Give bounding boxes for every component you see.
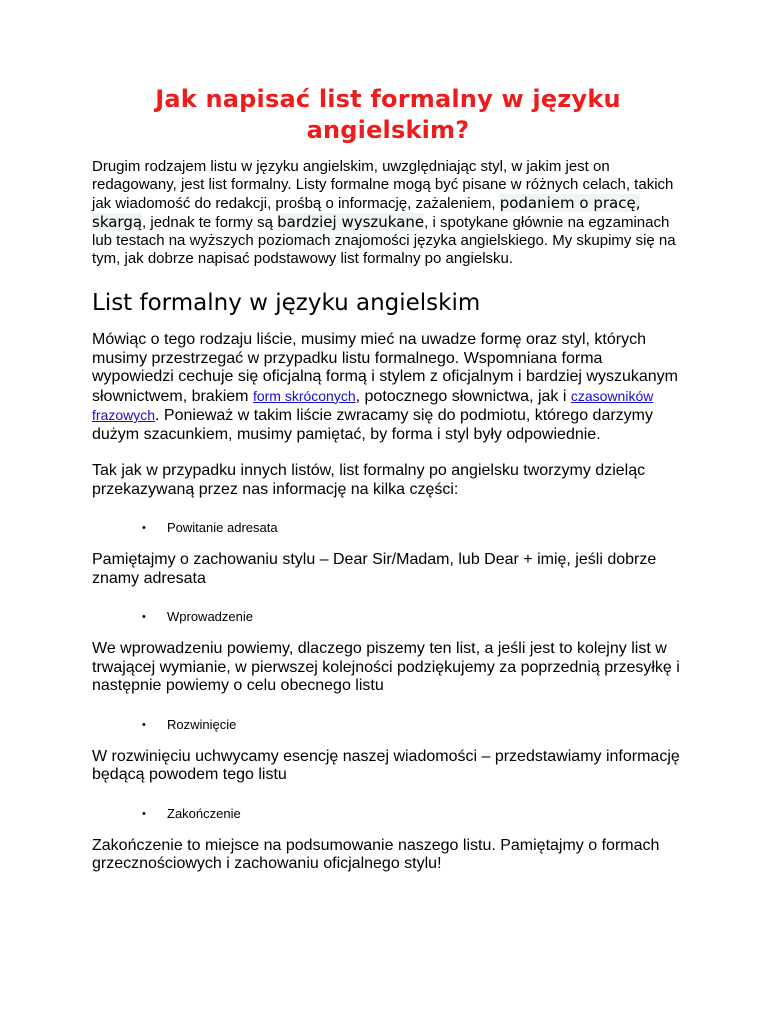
introduction-description: We wprowadzeniu powiemy, dlaczego piszemy ten list, a jeśli jest to kolejny list w trwającej wymianie, w pierwszej kolejności podziękujemy za poprzednią przesyłkę i następnie powiemy o celu obecnego listu <box>92 640 680 694</box>
list-item <box>142 805 684 823</box>
page-title: Jak napisać list formalny w języku angielskim? <box>155 85 621 144</box>
document-page <box>92 84 684 874</box>
link-phrasal-verbs[interactable]: czasowników frazowych <box>92 387 654 423</box>
list-item <box>142 608 684 626</box>
formal-style-text2: , potocznego słownictwa, jak i <box>355 387 571 405</box>
bullet-dot: • <box>142 718 146 731</box>
list-item <box>142 519 684 537</box>
conclusion-description: Zakończenie to miejsce na podsumowanie naszego listu. Pamiętajmy o formach grzecznościowych i zachowaniu oficjalnego stylu! <box>92 836 660 872</box>
intro-text-part2: , jednak te formy są <box>142 214 278 231</box>
formal-style-text3: . Ponieważ w takim liście zwracamy się do podmiotu, którego darzymy dużym szacunkiem, musimy pamiętać, by forma i styl były odpowiednie. <box>92 407 653 443</box>
bullet-label-greeting: Powitanie adresata <box>167 520 278 535</box>
bullet-label-development: Rozwinięcie <box>167 716 237 732</box>
intro-highlight-sophisticated: bardziej wyszukane <box>277 213 425 231</box>
bullet-list-greeting <box>92 519 684 537</box>
letter-parts-intro-paragraph: Tak jak w przypadku innych listów, list formalny po angielsku tworzymy dzieląc przekazywaną przez nas informację na kilka części: <box>92 462 646 498</box>
section-heading: List formalny w języku angielskim <box>92 290 481 316</box>
intro-paragraph <box>92 158 684 268</box>
list-item <box>142 716 684 734</box>
link-short-forms[interactable]: form skróconych <box>252 387 356 404</box>
intro-text-part3: , i spotykane głównie na egzaminach lub testach na wyższych poziomach znajomości języka angielskiego. My skupimy się na tym, jak dobrze napisać podstawowy list formalny po angielsku. <box>92 214 676 267</box>
bullet-list-conclusion <box>92 805 684 823</box>
bullet-dot: • <box>142 522 146 534</box>
development-description: W rozwinięciu uchwycamy esencję naszej wiadomości – przedstawiamy informację będącą powodem tego listu <box>92 747 680 783</box>
bullet-dot: • <box>142 807 146 820</box>
formal-style-text1: Mówiąc o tego rodzaju liście, musimy mieć na uwadze formę oraz styl, których musimy przestrzegać w przypadku listu formalnego. Wspomniana forma wypowiedzi cechuje się oficjalną formą i stylem z oficjalnym i bardziej wyszukanym słownictwem, brakiem <box>92 331 678 405</box>
bullet-list-introduction <box>92 608 684 626</box>
bullet-list-development <box>92 716 684 734</box>
bullet-label-introduction: Wprowadzenie <box>167 609 253 624</box>
bullet-label-conclusion: Zakończenie <box>167 805 241 821</box>
greeting-description: Pamiętajmy o zachowaniu stylu – Dear Sir/Madam, lub Dear + imię, jeśli dobrze znamy adresata <box>92 551 657 587</box>
formal-style-paragraph <box>92 331 684 444</box>
intro-highlight-job-application: podaniem o pracę, skargą <box>92 194 641 231</box>
bullet-dot: • <box>142 611 146 623</box>
intro-text-part1: Drugim rodzajem listu w języku angielskim, uwzględniając styl, w jakim jest on redagowany, jest list formalny. Listy formalne mogą być pisane w różnych celach, takich jak wiadomość do redakcji, prośbą o informację, zażaleniem, <box>92 158 674 212</box>
